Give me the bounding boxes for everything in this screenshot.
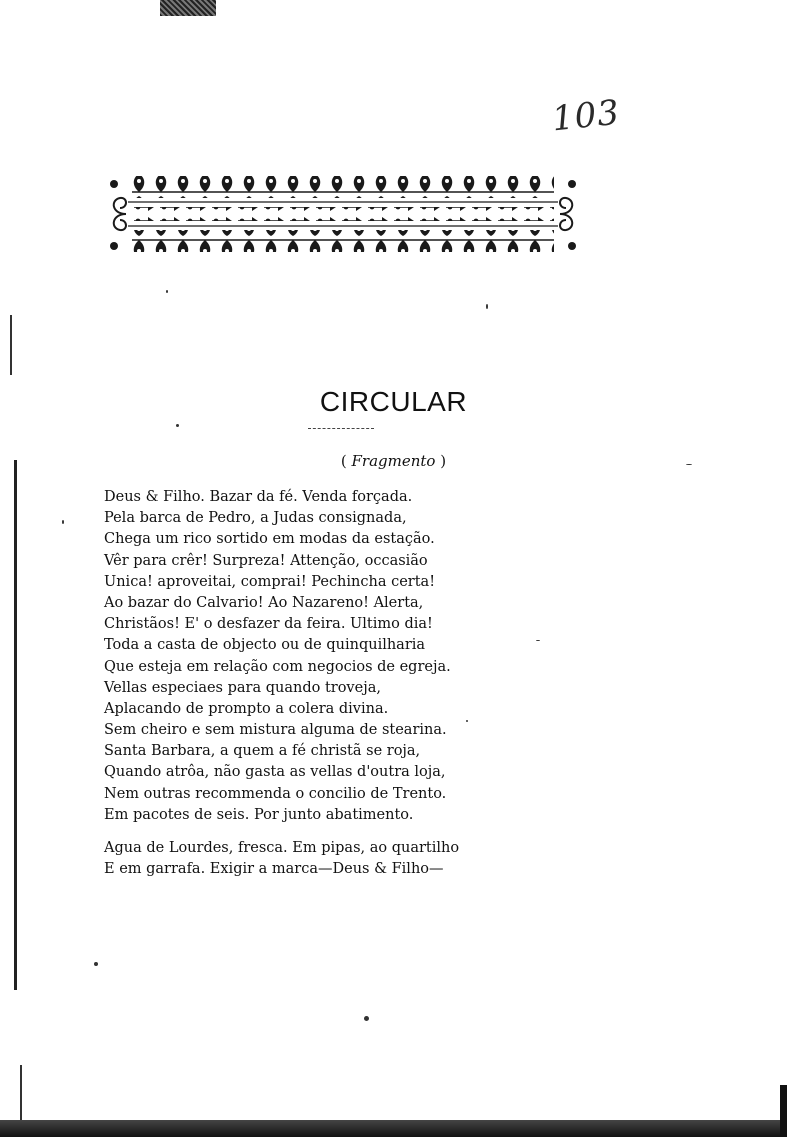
verse-line: E em garrafa. Exigir a marca—Deus & Filho— bbox=[104, 861, 444, 878]
scan-speck bbox=[62, 520, 64, 524]
page-number: 103 bbox=[550, 92, 622, 140]
verse-line: Nem outras recommenda o concilio de Trento. bbox=[104, 785, 447, 802]
poem-title: CIRCULAR bbox=[319, 386, 468, 417]
ornamental-header-band bbox=[106, 172, 580, 258]
subtitle-text: Fragmento bbox=[351, 452, 436, 470]
verse-line: Santa Barbara, a quem a fé christã se roja, bbox=[104, 743, 421, 760]
scan-speck bbox=[176, 424, 179, 427]
verse-line: Que esteja em relação com negocios de egreja. bbox=[104, 658, 451, 675]
scan-speck bbox=[364, 1016, 369, 1021]
verse-line: Christãos! E' o desfazer da feira. Ultimo dia! bbox=[104, 616, 433, 633]
scan-bottom-edge bbox=[0, 1120, 787, 1137]
scan-speck bbox=[536, 640, 540, 641]
verse-line: Quando atrôa, não gasta as vellas d'outra loja, bbox=[104, 764, 446, 781]
verse-line: Chega um rico sortido em modas da estação. bbox=[104, 531, 435, 548]
verse-line: Vêr para crêr! Surpreza! Attenção, occasião bbox=[104, 552, 428, 569]
scan-speck bbox=[486, 304, 488, 309]
verse-line: Unica! aproveitai, comprai! Pechincha certa! bbox=[104, 573, 436, 590]
verse-line: Vellas especiaes para quando troveja, bbox=[104, 679, 381, 696]
subtitle-open-paren: ( bbox=[340, 452, 352, 470]
stanza-break bbox=[104, 826, 524, 838]
scan-edge-line bbox=[10, 315, 12, 375]
scan-edge-line bbox=[780, 1085, 787, 1137]
scan-speck bbox=[94, 962, 98, 966]
poem-body bbox=[104, 487, 524, 880]
verse-line: Pela barca de Pedro, a Judas consignada, bbox=[104, 510, 407, 527]
stanza bbox=[104, 487, 524, 826]
stanza bbox=[104, 838, 524, 880]
verse-line: Sem cheiro e sem mistura alguma de stearina. bbox=[104, 722, 447, 739]
scan-smudge bbox=[160, 0, 216, 16]
verse-line: Ao bazar do Calvario! Ao Nazareno! Alerta, bbox=[104, 594, 424, 611]
verse-line: Aplacando de prompto a colera divina. bbox=[104, 700, 389, 717]
scan-speck bbox=[466, 720, 468, 722]
scan-edge-line bbox=[14, 460, 17, 990]
verse-line: Agua de Lourdes, fresca. Em pipas, ao quartilho bbox=[104, 840, 460, 856]
verse-line: Deus & Filho. Bazar da fé. Venda forçada. bbox=[104, 489, 413, 505]
title-divider bbox=[308, 428, 374, 429]
subtitle-close-paren: ) bbox=[435, 452, 447, 470]
scan-speck bbox=[166, 290, 168, 293]
verse-line: Toda a casta de objecto ou de quinquilharia bbox=[104, 637, 426, 654]
scan-speck bbox=[686, 464, 692, 465]
verse-line: Em pacotes de seis. Por junto abatimento. bbox=[104, 806, 414, 823]
poem-subtitle bbox=[0, 452, 787, 470]
